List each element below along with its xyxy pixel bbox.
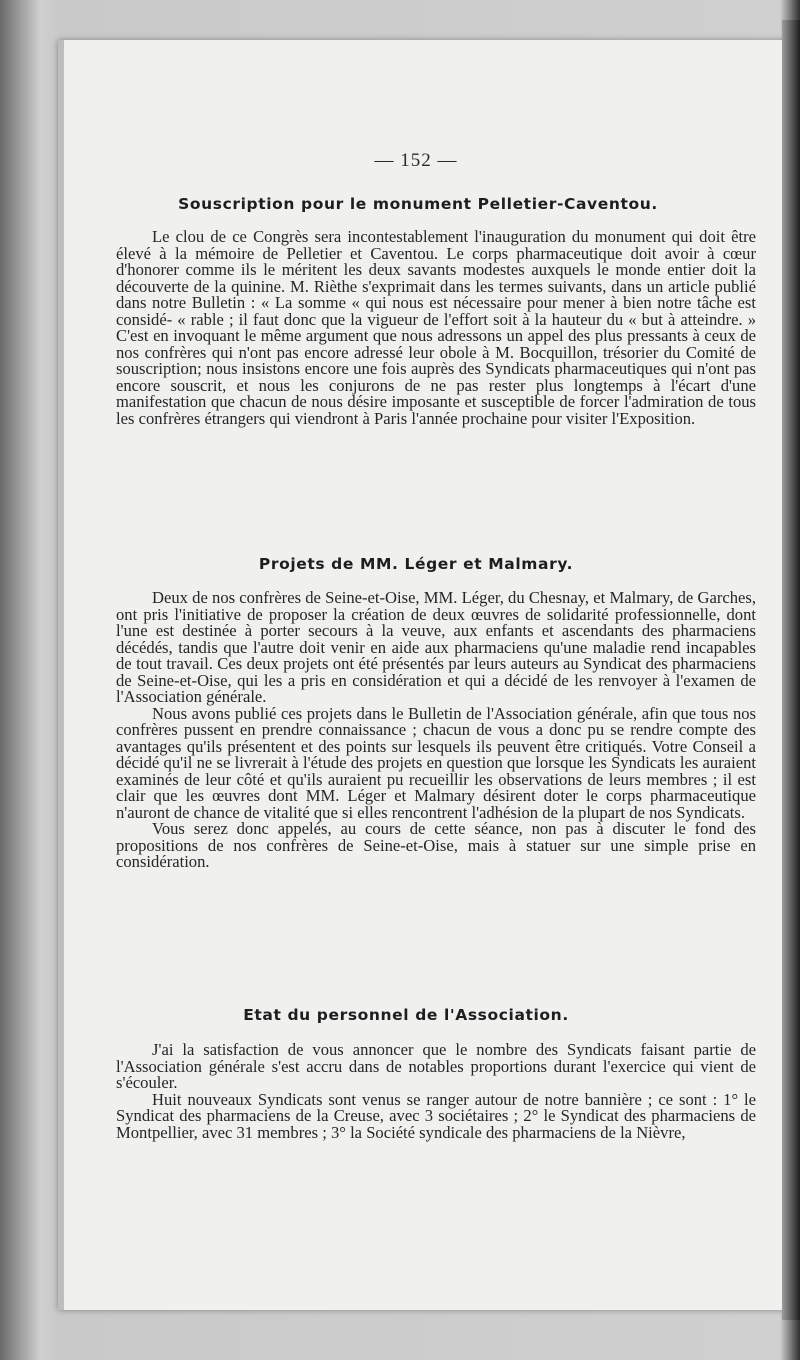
paragraph: J'ai la satisfaction de vous annoncer que le nombre des Syndicats faisant partie de l'Association générale s'est accru dans de notables proportions durant l'exercice qui vient de s'écouler.	[116, 1040, 756, 1092]
section-heading-etat-personnel: Etat du personnel de l'Association.	[243, 1006, 569, 1024]
section-body-projets	[116, 590, 756, 871]
paragraph: Deux de nos confrères de Seine-et-Oise, MM. Léger, du Chesnay, et Malmary, de Garches, ont pris l'initiative de proposer la création de deux œuvres de solidarité professionnelle, dont l'une est destinée à porter secours à la veuve, aux enfants et ascendants des pharmaciens décédés, tandis que l'autre doit venir en aide aux pharmaciens qu'une maladie rend incapables de tout travail. Ces deux projets ont été présentés par leurs auteurs au Syndicat des pharmaciens de Seine-et-Oise, qui les a pris en considération et qui a décidé de les renvoyer à l'examen de l'Association générale.	[116, 588, 756, 706]
page-number: — 152 —	[374, 150, 458, 171]
page-content	[116, 0, 756, 1330]
paragraph: Vous serez donc appelés, au cours de cette séance, non pas à discuter le fond des propositions de nos confrères de Seine-et-Oise, mais à statuer sur une simple prise en considération.	[116, 819, 756, 871]
section-heading-souscription: Souscription pour le monument Pelletier-Caventou.	[178, 195, 658, 213]
paragraph: Le clou de ce Congrès sera incontestablement l'inauguration du monument qui doit être élevé à la mémoire de Pelletier et Caventou. Le corps pharmaceutique doit avoir à cœur d'honorer comme ils le méritent les deux savants modestes auxquels le monde entier doit la découverte de la quinine. M. Rièthe s'exprimait dans les termes suivants, dans un article publié dans notre Bulletin : « La somme « qui nous est nécessaire pour mener à bien notre tâche est considé- « rable ; il faut donc que la vigueur de l'effort soit à la hauteur du « but à atteindre. » C'est en invoquant le même argument que nous adressons un appel des plus pressants à ceux de nos confrères qui n'ont pas encore adressé leur obole à M. Bocquillon, trésorier du Comité de souscription; nous insistons encore une fois auprès des Syndicats pharmaceutiques qui n'ont pas encore souscrit, et nous les conjurons de ne pas rester plus longtemps à l'écart d'une manifestation que chacun de nous désire imposante et susceptible de forcer l'admiration de tous les confrères étrangers qui viendront à Paris l'année prochaine pour visiter l'Exposition.	[116, 227, 756, 428]
section-body-etat-personnel	[116, 1042, 756, 1141]
page-edge-shadow	[782, 20, 800, 1320]
section-heading-projets: Projets de MM. Léger et Malmary.	[258, 555, 574, 573]
section-body-souscription	[116, 229, 756, 427]
paragraph: Nous avons publié ces projets dans le Bulletin de l'Association générale, afin que tous nos confrères pussent en prendre connaissance ; chacun de vous a donc pu se rendre compte des avantages qu'ils présentent et des points sur lesquels ils peuvent être critiqués. Votre Conseil a décidé qu'il ne se livrerait à l'étude des projets en question que lorsque les Syndicats les auraient examinés de leur côté et qu'ils auraient pu recueillir les observations de leurs membres ; il est clair que les œuvres dont MM. Léger et Malmary désirent doter le corps pharmaceutique n'auront de chance de vitalité que si elles rencontrent l'adhésion de la plupart de nos Syndicats.	[116, 703, 756, 822]
paragraph: Huit nouveaux Syndicats sont venus se ranger autour de notre bannière ; ce sont : 1° le Syndicat des pharmaciens de la Creuse, avec 3 sociétaires ; 2° le Syndicat des pharmaciens de Montpellier, avec 31 membres ; 3° la Société syndicale des pharmaciens de la Nièvre,	[116, 1089, 756, 1142]
